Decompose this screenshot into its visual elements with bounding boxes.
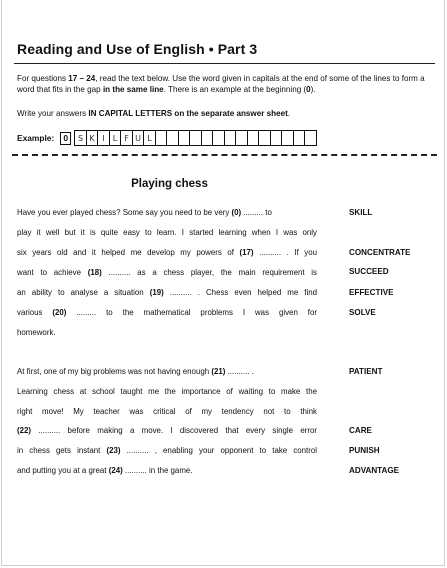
example-number: 0 xyxy=(60,132,71,145)
text-line: right move! My teacher was critical of my tendency not to think xyxy=(17,407,317,416)
example-letter-box: F xyxy=(120,130,133,146)
exam-page xyxy=(1,0,445,566)
example-letter-box: U xyxy=(132,130,145,146)
text-line: in chess gets instant (23) .......... , enabling your opponent to take control xyxy=(17,446,317,455)
example-letter-box xyxy=(304,130,317,146)
example-letter-box: L xyxy=(143,130,156,146)
text-line: Have you ever played chess? Some say you need to be very (0) ......... to xyxy=(17,208,272,217)
gap-number: (0) xyxy=(231,208,242,217)
keyword-solve: SOLVE xyxy=(349,308,376,317)
title-divider xyxy=(14,63,435,64)
text-line: Learning chess at school taught me the importance of waiting to make the xyxy=(17,387,317,396)
keyword-concentrate: CONCENTRATE xyxy=(349,248,411,257)
text-line: want to achieve (18) .......... as a chess player, the main requirement is xyxy=(17,268,317,277)
text-line: homework. xyxy=(17,328,56,337)
text-line: and putting you at a great (24) .......... in the game. xyxy=(17,466,193,475)
example-letter-box: I xyxy=(97,130,110,146)
instructions-paragraph-1: For questions 17 – 24, read the text below. Use the word given in capitals at the end of some of the lines to form a word that fits in the gap in the same line. There is an example at the beginning (0). xyxy=(17,74,425,94)
keyword-patient: PATIENT xyxy=(349,367,383,376)
gap-number: (23) xyxy=(106,446,121,455)
example-row xyxy=(17,130,317,146)
gap-number: (24) xyxy=(108,466,123,475)
dashed-separator xyxy=(12,154,437,159)
example-letter-boxes xyxy=(74,130,317,146)
text-line: play it well but it is quite easy to learn. I started learning when I was only xyxy=(17,228,317,237)
text-line: various (20) ......... to the mathematical problems I was given for xyxy=(17,308,317,317)
text-line: At first, one of my big problems was not having enough (21) .......... . xyxy=(17,367,254,376)
keyword-punish: PUNISH xyxy=(349,446,380,455)
example-letter-box: L xyxy=(109,130,122,146)
gap-number: (19) xyxy=(149,288,164,297)
example-letter-box: S xyxy=(74,130,87,146)
instructions-paragraph-2: Write your answers IN CAPITAL LETTERS on the separate answer sheet. xyxy=(17,109,291,118)
gap-number: (17) xyxy=(239,248,254,257)
text-line: six years old and it helped me develop my powers of (17) .......... . If you xyxy=(17,248,317,257)
example-letter-box: K xyxy=(86,130,99,146)
example-label: Example: xyxy=(17,133,55,143)
keyword-advantage: ADVANTAGE xyxy=(349,466,400,475)
gap-number: (18) xyxy=(87,268,102,277)
gap-number: (22) xyxy=(17,426,32,435)
text-line: (22) .......... before making a move. I discovered that every single error xyxy=(17,426,317,435)
text-line: an ability to analyse a situation (19) .......... . Chess even helped me find xyxy=(17,288,317,297)
keyword-effective: EFFECTIVE xyxy=(349,288,394,297)
page-title: Reading and Use of English • Part 3 xyxy=(17,41,258,57)
keyword-skill: SKILL xyxy=(349,208,373,217)
gap-number: (21) xyxy=(211,367,226,376)
text-title: Playing chess xyxy=(131,178,208,190)
keyword-succeed: SUCCEED xyxy=(349,267,389,276)
gap-number: (20) xyxy=(52,308,67,317)
keyword-care: CARE xyxy=(349,426,372,435)
